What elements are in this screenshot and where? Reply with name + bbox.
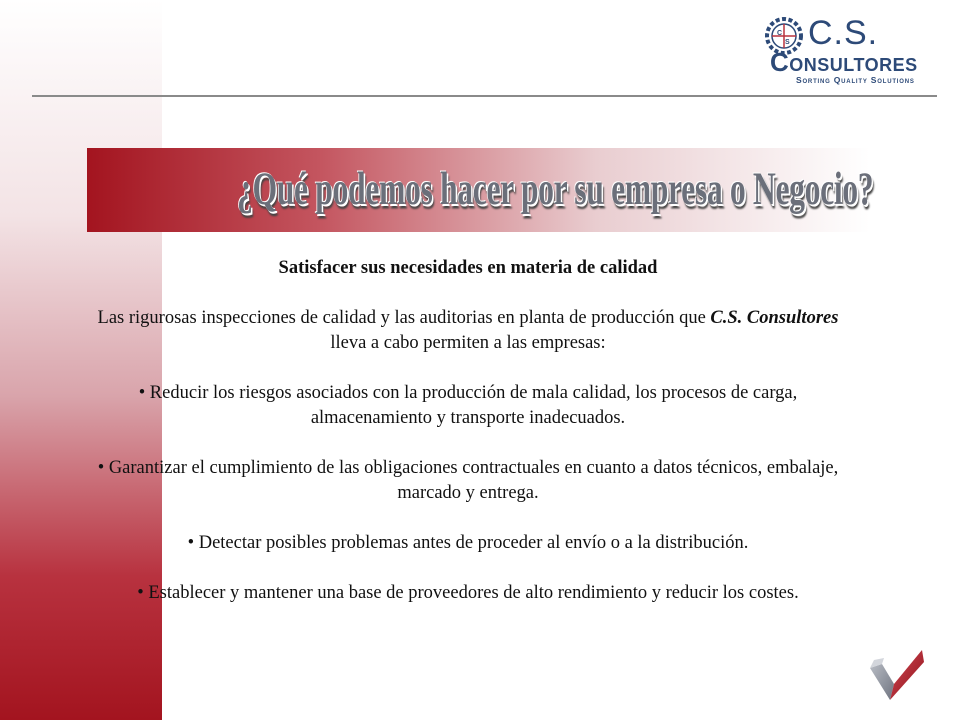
svg-text:C: C: [777, 30, 783, 37]
content-subtitle: Satisfacer sus necesidades en materia de calidad: [278, 258, 658, 278]
intro-company-name: C.S. Consultores: [710, 308, 839, 328]
bullet-item: • Garantizar el cumplimiento de las obligaciones contractuales en cuanto a datos técnicos, embalaje, marcado y entrega.: [97, 458, 839, 503]
svg-text:S: S: [785, 39, 790, 46]
company-logo: [760, 10, 950, 90]
bullet-item: • Reducir los riesgos asociados con la producción de mala calidad, los procesos de carga, almacenamiento y transporte inadecuados.: [138, 383, 798, 428]
intro-text-end: lleva a cabo permiten a las empresas:: [330, 333, 606, 353]
logo-tagline: Sorting Quality Solutions: [796, 75, 915, 85]
logo-name-line2: Consultores: [770, 47, 918, 77]
banner-title: ¿Qué podemos hacer por su empresa o Negocio?: [237, 163, 874, 215]
intro-text-start: Las rigurosas inspecciones de calidad y las auditorias en planta de producción que: [97, 308, 711, 328]
title-banner: [87, 148, 874, 232]
checkmark-icon: [868, 646, 926, 702]
bullet-item: • Detectar posibles problemas antes de proceder al envío o a la distribución.: [187, 533, 749, 553]
intro-paragraph: [80, 306, 856, 356]
bullet-item: • Establecer y mantener una base de proveedores de alto rendimiento y reducir los costes.: [137, 583, 799, 603]
header-divider: [32, 95, 937, 97]
logo-name-line1: C.S.: [808, 14, 879, 52]
main-content: [80, 256, 856, 606]
